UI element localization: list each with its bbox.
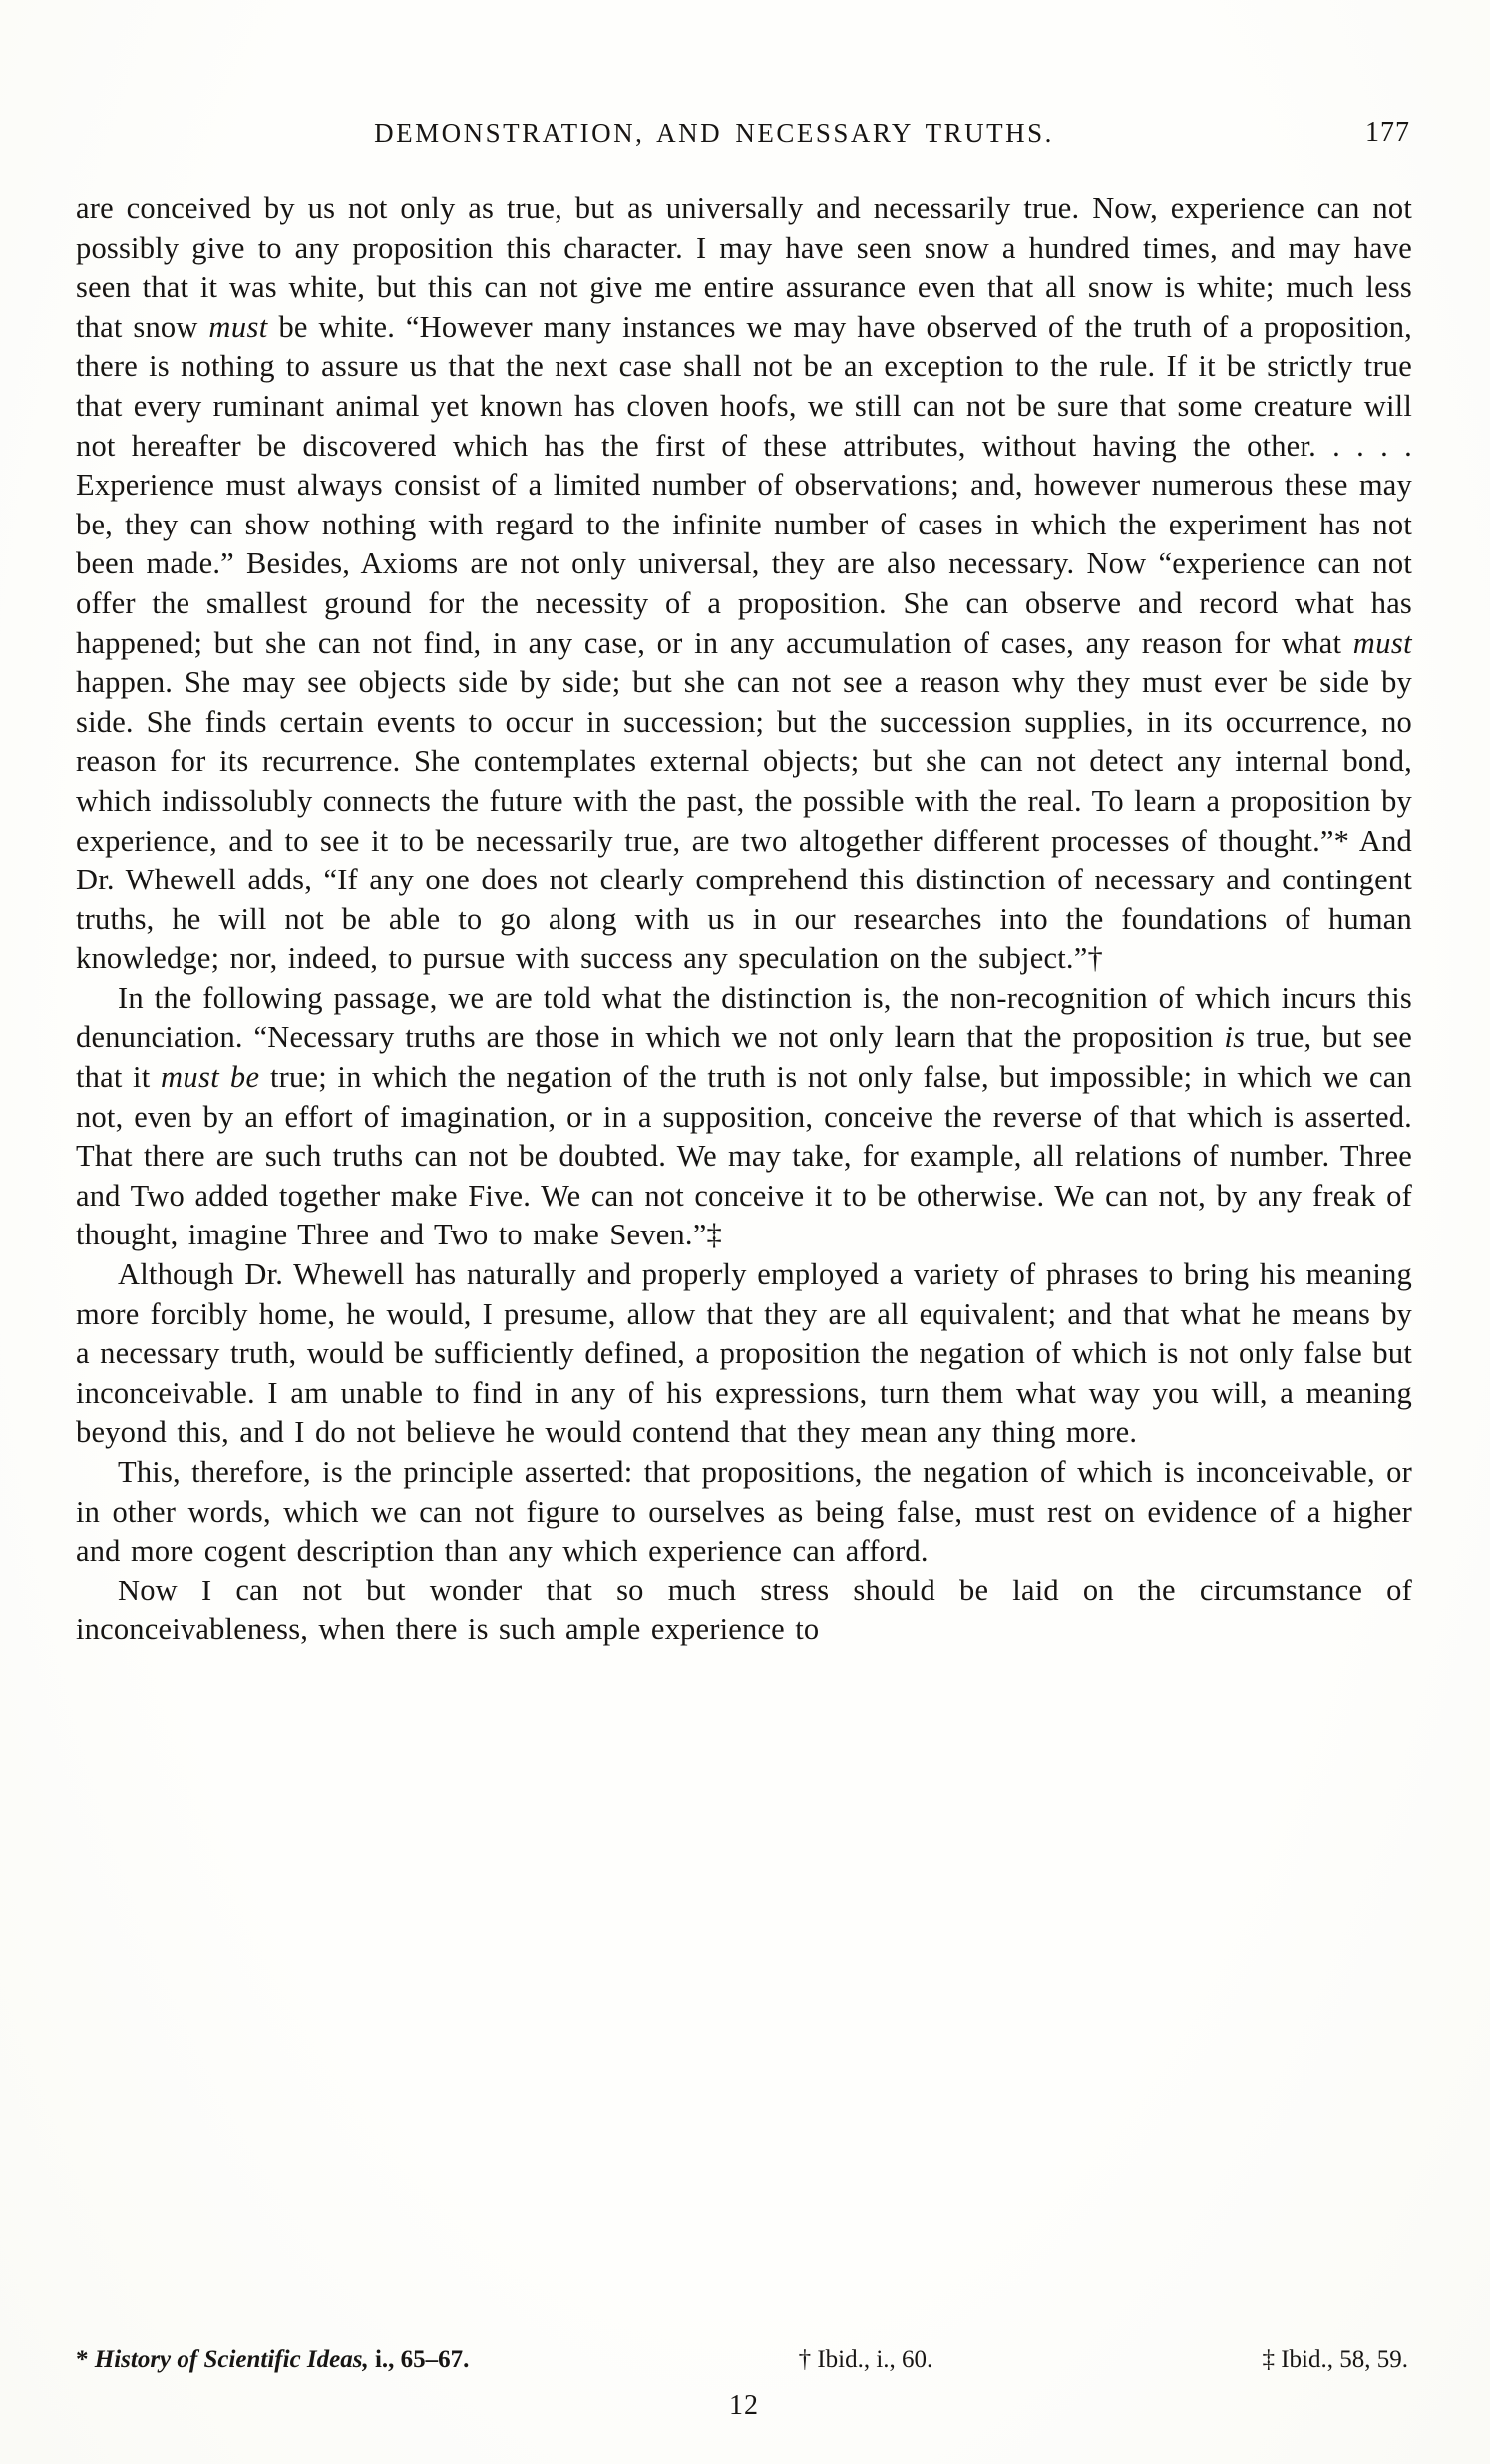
text-run: † Ibid., i., 60.: [798, 2346, 933, 2373]
paragraph: [76, 1255, 1412, 1453]
italic-text-run: must be: [160, 1060, 260, 1095]
italic-text-run: History of Scientific Ideas,: [94, 2346, 369, 2373]
running-header: [76, 118, 1412, 164]
running-title: DEMONSTRATION, AND NECESSARY TRUTHS.: [374, 118, 1054, 148]
footnote: [799, 2346, 933, 2374]
body-text: [76, 189, 1412, 1650]
text-run: happen. She may see objects side by side; but she can not see a reason why they must ever be side by side. She finds certain events to occur in succession; but the succession supplies, in its occurrence, no reason for its recurrence. She contemplates external objects; but she can not detect any internal bond, which indissolubly connects the future with the past, the possible with the real. To learn a proposition by experience, and to see it to be necessarily true, are two altogether different processes of thought.”* And Dr. Whewell adds, “If any one does not clearly comprehend this distinction of necessary and contingent truths, he will not be able to go along with us in our researches into the foundations of human knowledge; nor, indeed, to pursue with success any speculation on the subject.”†: [76, 665, 1412, 976]
text-run: true; in which the negation of the truth is not only false, but impossible; in which we can not, even by an effort of imagination, or in a supposition, conceive the reverse of that which is asserted. That there are such truths can not be doubted. We may take, for example, all relations of number. Three and Two added together make Five. We can not conceive it to be otherwise. We can not, by any freak of thought, imagine Three and Two to make Seven.”‡: [76, 1060, 1412, 1252]
paragraph: [76, 1453, 1412, 1572]
text-run: This, therefore, is the principle asserted: that propositions, the negation of which is inconceivable, or in other words, which we can not figure to ourselves as being false, must rest on evidence of a higher and more cogent description than any which experience can afford.: [76, 1455, 1412, 1569]
text-run: *: [76, 2346, 95, 2373]
page-number: 177: [1365, 117, 1410, 148]
text-run: true, but see that it: [76, 1020, 1413, 1095]
text-run: Although Dr. Whewell has naturally and properly employed a variety of phrases to bring his meaning more forcibly home, he would, I presume, allow that they are all equivalent; and that what he means by a necessary truth, would be sufficiently defined, a proposition the negation of which is not only false but inconceivable. I am unable to find in any of his expressions, turn them what way you will, a meaning beyond this, and I do not believe he would contend that they mean any thing more.: [76, 1257, 1412, 1450]
text-run: In the following passage, we are told what the distinction is, the non-recognition of which incurs this denunciation. “Necessary truths are those in which we not only learn that the proposition: [76, 980, 1412, 1055]
text-run: ‡ Ibid., 58, 59.: [1262, 2346, 1408, 2373]
italic-text-run: must: [208, 309, 268, 344]
text-run: be white. “However many instances we may have observed of the truth of a proposition, there is nothing to assure us that the next case shall not be an exception to the rule. If it be strictly true that every ruminant animal yet known has cloven hoofs, we still can not be sure that some creature will not hereafter be discovered which has the first of these attributes, without having the other. . . . . Experience must always consist of a limited number of observations; and, however numerous these may be, they can show nothing with regard to the infinite number of cases in which the experiment has not been made.” Besides, Axioms are not only universal, they are also necessary. Now “experience can not offer the smallest ground for the necessity of a proposition. She can observe and record what has happened; but she can not find, in any case, or in any accumulation of cases, any reason for what: [76, 309, 1412, 660]
signature-number: 12: [729, 2390, 759, 2421]
text-run: i., 65–67.: [368, 2346, 470, 2373]
footnote: [1262, 2346, 1408, 2374]
italic-text-run: is: [1224, 1020, 1246, 1055]
text-run: Now I can not but wonder that so much stress should be laid on the circumstance of inconceivableness, when there is such ample experience to: [76, 1573, 1412, 1647]
paragraph: [76, 189, 1412, 979]
text-run: are conceived by us not only as true, but as universally and necessarily true. Now, experience can not possibly give to any proposition this character. I may have seen snow a hundred times, and may have seen that it was white, but this can not give me entire assurance even that all snow is white; much less that snow: [76, 191, 1412, 344]
footnote: [76, 2346, 469, 2374]
paragraph: [76, 979, 1412, 1255]
italic-text-run: must: [1352, 625, 1412, 660]
paragraph: [76, 1572, 1412, 1650]
footnotes: [76, 2346, 1412, 2374]
